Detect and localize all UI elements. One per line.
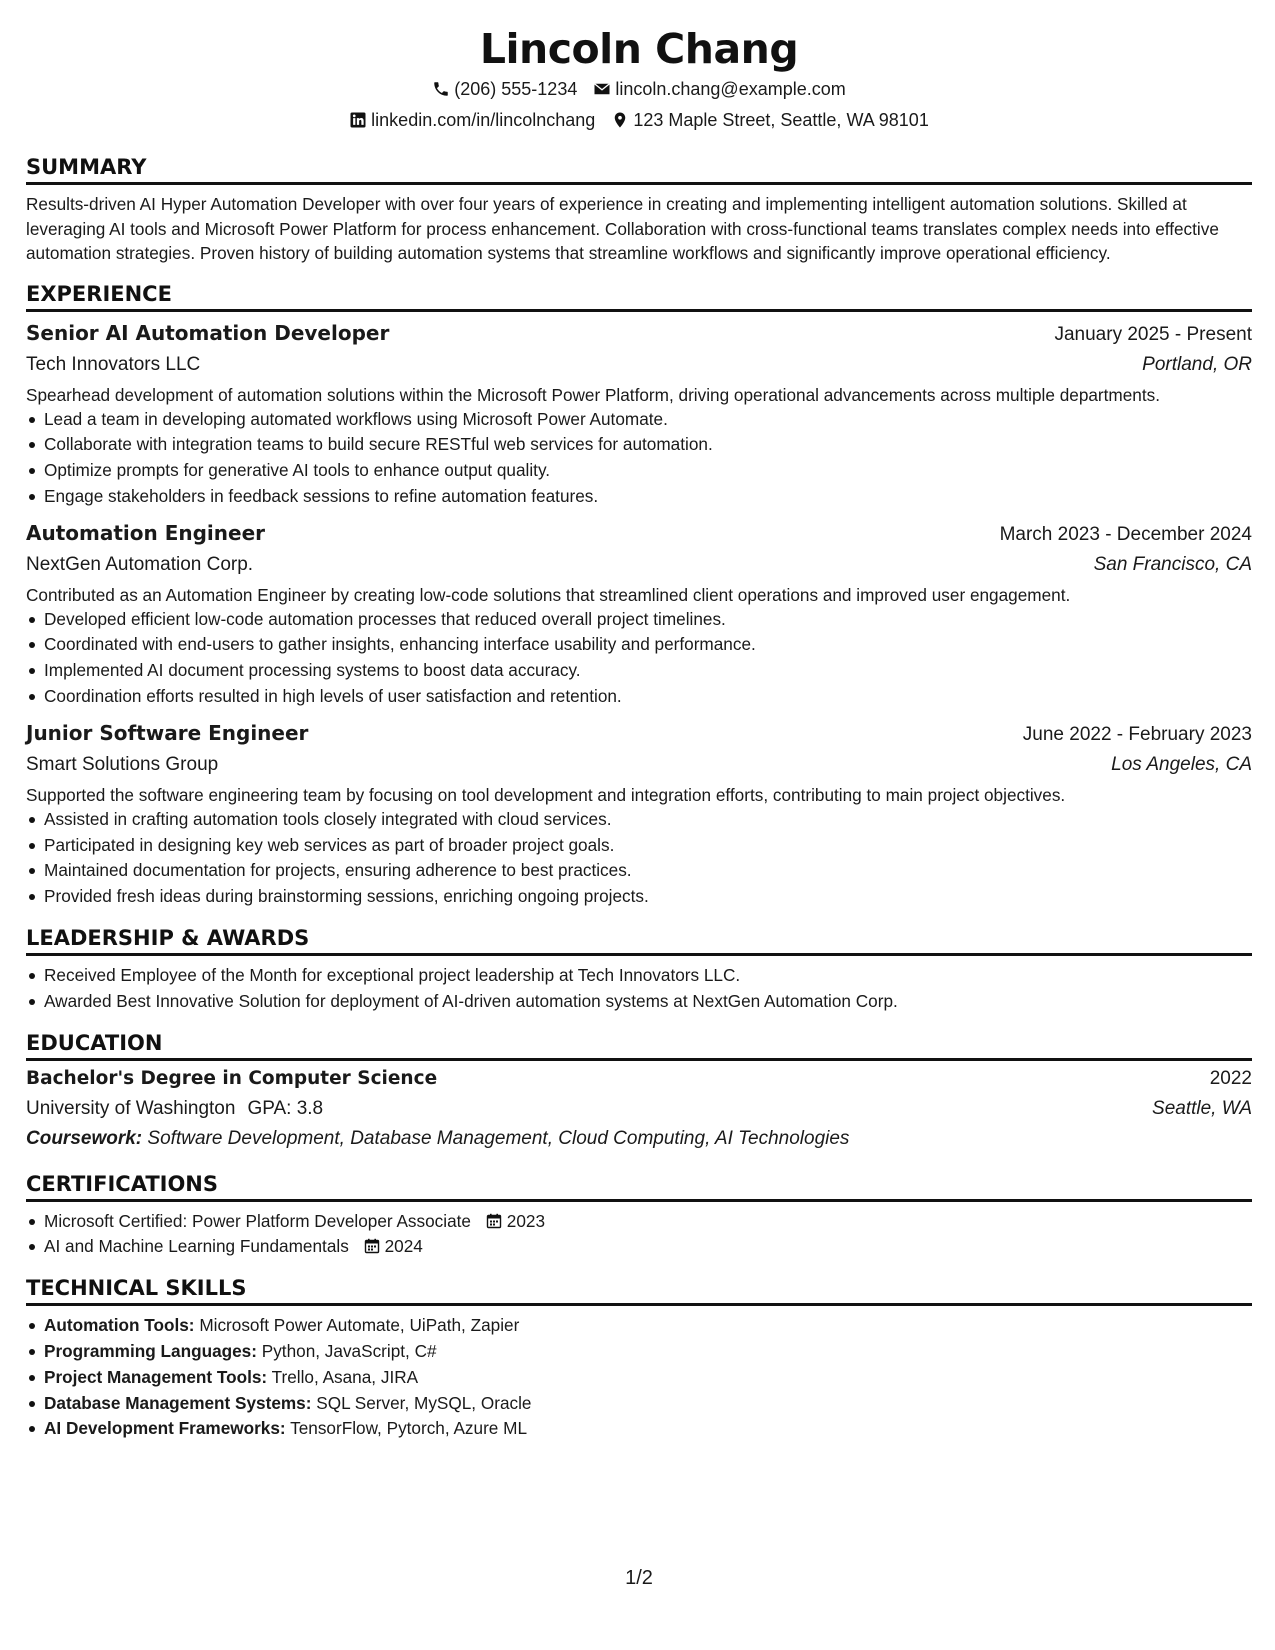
skill-category: Automation Tools: (44, 1315, 195, 1336)
skill-values: Trello, Asana, JIRA (271, 1366, 419, 1387)
job-dates: June 2022 - February 2023 (1022, 723, 1252, 745)
phone-icon (432, 80, 450, 98)
leadership-section (26, 924, 1252, 1015)
school-location: Seattle, WA (1152, 1097, 1252, 1119)
list-item (26, 1339, 1252, 1365)
coursework (26, 1124, 1252, 1154)
job-location: Portland, OR (1142, 353, 1252, 375)
contact-row-2 (26, 109, 1252, 131)
job-description: Contributed as an Automation Engineer by creating low-code solutions that streamlined client operations and improved user engagement. (26, 584, 1071, 605)
degree-name: Bachelor's Degree in Computer Science (26, 1067, 438, 1089)
page-number: 1/2 (625, 1567, 653, 1589)
certification-year: 2023 (506, 1210, 546, 1231)
certification-name: Microsoft Certified: Power Platform Developer Associate (44, 1210, 471, 1231)
certifications-heading: CERTIFICATIONS (26, 1170, 1252, 1202)
candidate-name: Lincoln Chang (479, 25, 799, 73)
skill-category: Database Management Systems: (44, 1392, 312, 1413)
job-company: Smart Solutions Group (26, 753, 219, 775)
list-item: Coordinated with end-users to gather insights, enhancing interface usability and performance. (26, 632, 1252, 658)
awards-list (26, 963, 1252, 1015)
school-name: University of Washington (26, 1097, 236, 1119)
list-item: Implemented AI document processing systems to boost data accuracy. (26, 658, 1252, 684)
summary-text: Results-driven AI Hyper Automation Developer with over four years of experience in creating and implementing intelligent automation solutions. Skilled at leveraging AI tools and Microsoft Power Platform for process enhancement. Collaboration with cross-functional teams translates complex needs into effective automation strategies. Proven history of building automation systems that streamline workflows and significantly improve operational efficiency. (26, 194, 1219, 263)
phone-number: (206) 555-1234 (454, 79, 578, 99)
graduation-year: 2022 (1209, 1067, 1252, 1089)
skills-section (26, 1274, 1252, 1442)
job-bullets (26, 407, 1252, 510)
skills-list (26, 1313, 1252, 1442)
list-item (26, 1234, 1252, 1260)
summary-section (26, 153, 1252, 266)
experience-section (26, 280, 1252, 911)
coursework-label: Coursework: (26, 1127, 143, 1149)
resume-header (26, 0, 1252, 131)
job-entry (26, 518, 1252, 710)
linkedin-icon (349, 111, 367, 129)
job-bullets (26, 607, 1252, 710)
list-item: Assisted in crafting automation tools closely integrated with cloud services. (26, 807, 1252, 833)
skill-values: Microsoft Power Automate, UiPath, Zapier (199, 1315, 520, 1336)
job-entry (26, 318, 1252, 510)
phone-contact (432, 78, 577, 100)
address-contact (611, 109, 929, 131)
job-description: Spearhead development of automation solutions within the Microsoft Power Platform, driving operational advancements across multiple departments. (26, 384, 1161, 405)
list-item: Awarded Best Innovative Solution for deployment of AI-driven automation systems at NextGen Automation Corp. (26, 989, 1252, 1015)
certifications-list (26, 1209, 1252, 1261)
list-item (26, 1391, 1252, 1417)
job-company: Tech Innovators LLC (26, 353, 201, 375)
certification-name: AI and Machine Learning Fundamentals (44, 1236, 349, 1257)
experience-heading: EXPERIENCE (26, 280, 1252, 312)
skill-category: Project Management Tools: (44, 1366, 268, 1387)
envelope-icon (593, 80, 611, 98)
leadership-heading: LEADERSHIP & AWARDS (26, 924, 1252, 956)
job-dates: January 2025 - Present (1054, 323, 1252, 345)
skill-values: SQL Server, MySQL, Oracle (316, 1392, 532, 1413)
list-item: Maintained documentation for projects, ensuring adherence to best practices. (26, 858, 1252, 884)
street-address: 123 Maple Street, Seattle, WA 98101 (633, 110, 929, 130)
list-item: Coordination efforts resulted in high levels of user satisfaction and retention. (26, 684, 1252, 710)
job-dates: March 2023 - December 2024 (999, 523, 1252, 545)
job-location: San Francisco, CA (1093, 553, 1252, 575)
certifications-section (26, 1170, 1252, 1261)
list-item (26, 1313, 1252, 1339)
skills-heading: TECHNICAL SKILLS (26, 1274, 1252, 1306)
linkedin-url[interactable]: linkedin.com/in/lincolnchang (371, 110, 596, 130)
job-description: Supported the software engineering team by focusing on tool development and integration efforts, contributing to main project objectives. (26, 784, 1066, 805)
gpa: GPA: 3.8 (247, 1097, 324, 1119)
job-company: NextGen Automation Corp. (26, 553, 254, 575)
list-item: Provided fresh ideas during brainstorming sessions, enriching ongoing projects. (26, 884, 1252, 910)
list-item: Developed efficient low-code automation processes that reduced overall project timelines. (26, 607, 1252, 633)
job-title: Junior Software Engineer (26, 720, 309, 745)
job-location: Los Angeles, CA (1111, 753, 1252, 775)
skill-category: Programming Languages: (44, 1341, 257, 1362)
list-item (26, 1209, 1252, 1235)
skill-values: TensorFlow, Pytorch, Azure ML (290, 1418, 528, 1439)
list-item (26, 1365, 1252, 1391)
summary-heading: SUMMARY (26, 153, 1252, 185)
email-contact[interactable] (593, 78, 845, 100)
list-item: Lead a team in developing automated workflows using Microsoft Power Automate. (26, 407, 1252, 433)
list-item: Optimize prompts for generative AI tools to enhance output quality. (26, 458, 1252, 484)
coursework-list: Software Development, Database Management, Cloud Computing, AI Technologies (147, 1127, 850, 1149)
job-bullets (26, 807, 1252, 910)
list-item (26, 1416, 1252, 1442)
education-heading: EDUCATION (26, 1029, 1252, 1061)
job-title: Automation Engineer (26, 520, 266, 545)
resume-page (26, 0, 1252, 1650)
calendar-icon (364, 1238, 380, 1254)
map-pin-icon (611, 111, 629, 129)
list-item: Participated in designing key web services as part of broader project goals. (26, 833, 1252, 859)
skill-category: AI Development Frameworks: (44, 1418, 286, 1439)
email-address[interactable]: lincoln.chang@example.com (615, 79, 846, 99)
school-line (26, 1094, 323, 1124)
skill-values: Python, JavaScript, C# (261, 1341, 437, 1362)
list-item: Received Employee of the Month for exceptional project leadership at Tech Innovators LLC. (26, 963, 1252, 989)
list-item: Engage stakeholders in feedback sessions to refine automation features. (26, 484, 1252, 510)
linkedin-contact[interactable] (349, 109, 595, 131)
certification-year: 2024 (384, 1236, 423, 1257)
calendar-icon (486, 1213, 502, 1229)
job-title: Senior AI Automation Developer (26, 320, 390, 345)
contact-row-1 (26, 78, 1252, 100)
job-entry (26, 718, 1252, 910)
education-section (26, 1029, 1252, 1154)
list-item: Collaborate with integration teams to build secure RESTful web services for automation. (26, 432, 1252, 458)
